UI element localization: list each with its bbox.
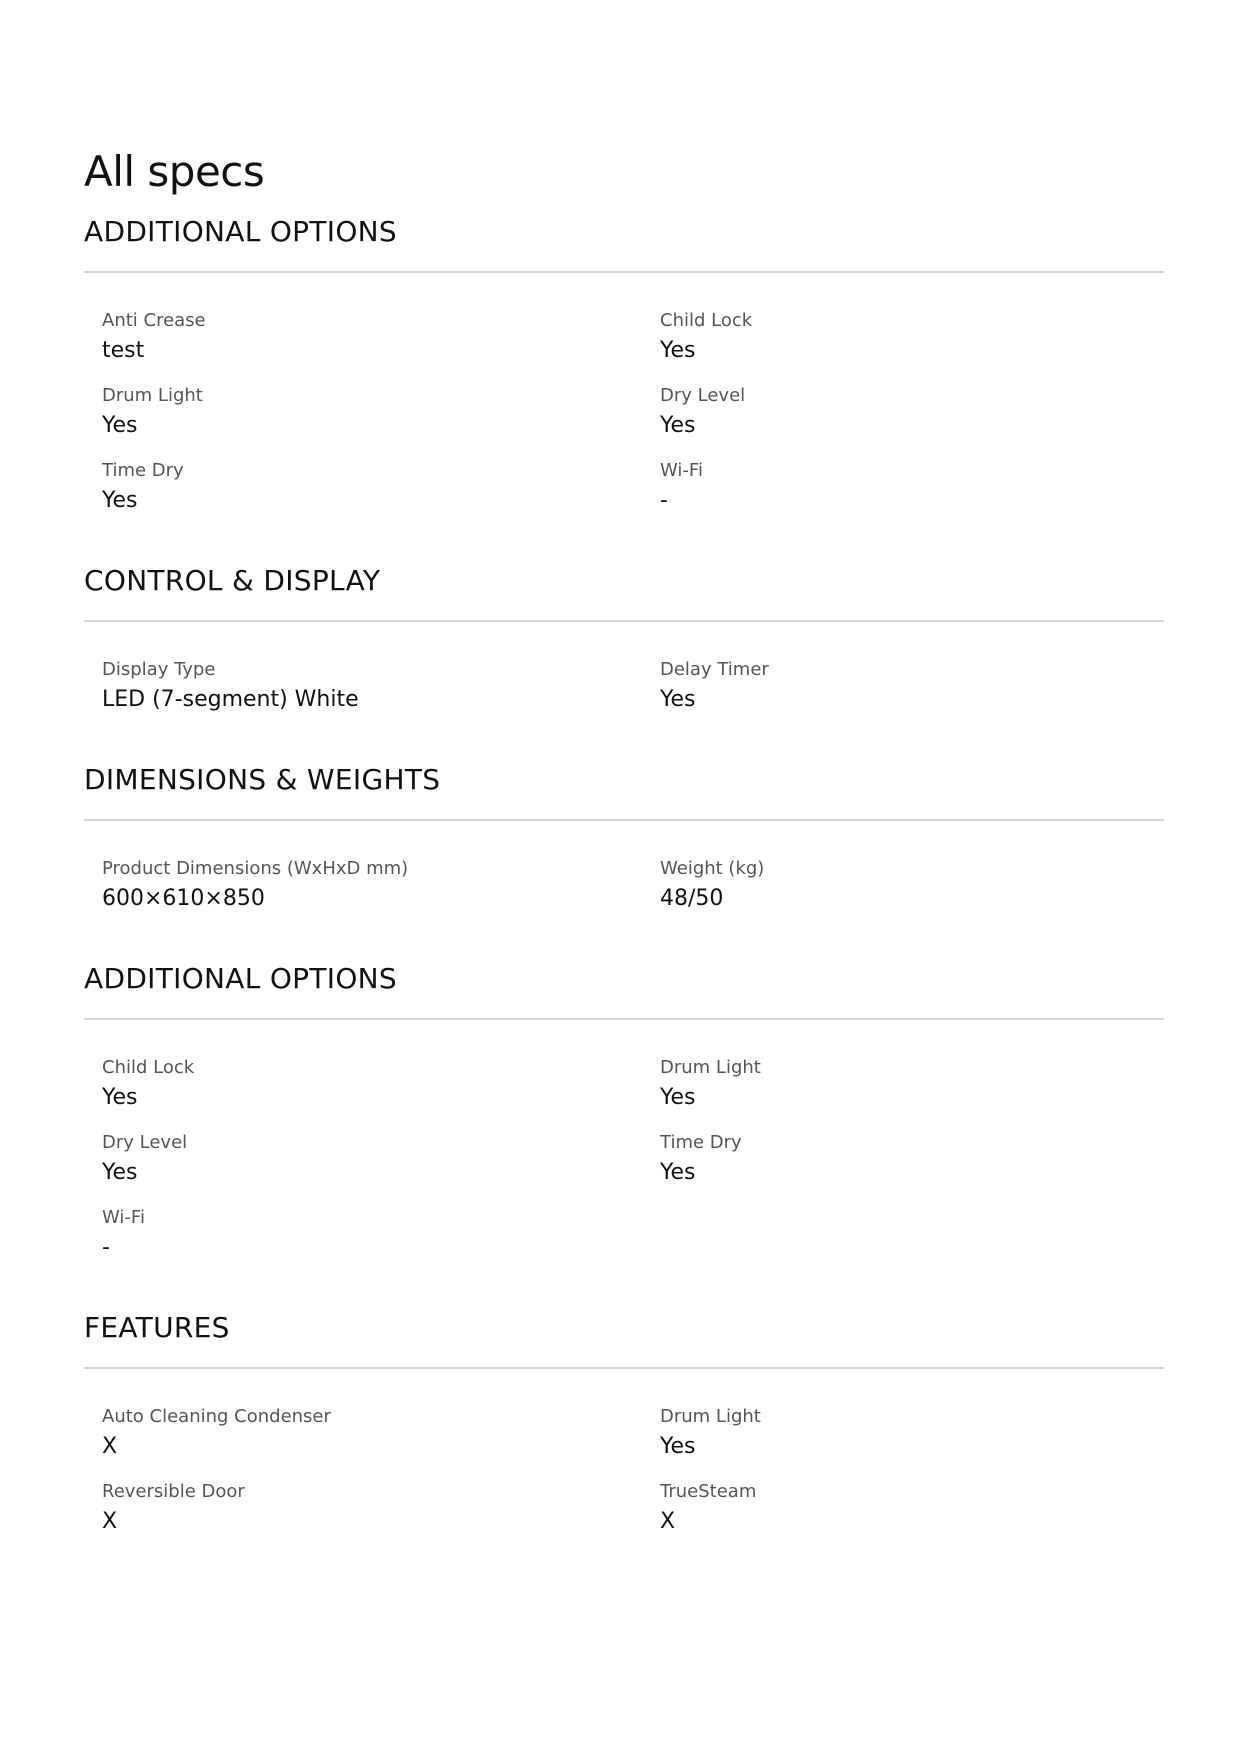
spec-grid	[84, 622, 1164, 716]
spec-label: Dry Level	[660, 385, 746, 406]
spec-item	[660, 1131, 1160, 1189]
spec-value: Yes	[660, 338, 696, 363]
spec-item	[660, 309, 1160, 367]
spec-label: Reversible Door	[102, 1481, 245, 1502]
spec-value: Yes	[102, 413, 138, 438]
spec-value: LED (7-segment) White	[102, 687, 359, 712]
spec-value: Yes	[660, 413, 696, 438]
spec-item	[102, 459, 660, 517]
spec-value: 48/50	[660, 886, 724, 911]
spec-item	[102, 1480, 660, 1538]
spec-sheet	[84, 140, 1164, 1538]
spec-value: Yes	[102, 488, 138, 513]
spec-item	[660, 857, 1160, 915]
spec-label: Anti Crease	[102, 310, 206, 331]
spec-value: Yes	[660, 687, 696, 712]
spec-value: -	[102, 1235, 110, 1260]
spec-label: Drum Light	[660, 1057, 761, 1078]
spec-grid	[84, 1369, 1164, 1538]
spec-label: Delay Timer	[660, 659, 769, 680]
spec-value: Yes	[660, 1160, 696, 1185]
section-title: CONTROL & DISPLAY	[84, 564, 381, 597]
section-title: ADDITIONAL OPTIONS	[84, 962, 397, 995]
spec-value: X	[102, 1509, 118, 1534]
spec-sections	[84, 212, 1164, 1538]
spec-item	[102, 857, 660, 915]
spec-label: Display Type	[102, 659, 216, 680]
spec-section	[84, 561, 1164, 716]
spec-item	[660, 459, 1160, 517]
spec-label: TrueSteam	[660, 1481, 757, 1502]
spec-section	[84, 212, 1164, 517]
spec-item	[102, 1056, 660, 1114]
spec-item	[102, 1206, 660, 1264]
spec-item	[102, 658, 660, 716]
spec-value: X	[102, 1434, 118, 1459]
spec-label: Auto Cleaning Condenser	[102, 1406, 331, 1427]
spec-item	[102, 384, 660, 442]
spec-value: Yes	[102, 1085, 138, 1110]
spec-value: test	[102, 338, 145, 363]
spec-section	[84, 959, 1164, 1264]
spec-label: Drum Light	[660, 1406, 761, 1427]
spec-value: Yes	[660, 1085, 696, 1110]
spec-item	[660, 1480, 1160, 1538]
spec-label: Wi-Fi	[660, 460, 703, 481]
spec-value: -	[660, 488, 668, 513]
spec-item	[102, 1405, 660, 1463]
spec-item	[102, 1131, 660, 1189]
section-title: FEATURES	[84, 1311, 230, 1344]
spec-item	[660, 384, 1160, 442]
spec-grid	[84, 273, 1164, 517]
spec-section	[84, 760, 1164, 915]
spec-value: X	[660, 1509, 676, 1534]
spec-value: Yes	[102, 1160, 138, 1185]
spec-item	[660, 1405, 1160, 1463]
spec-label: Time Dry	[102, 460, 184, 481]
spec-grid	[84, 821, 1164, 915]
section-title: DIMENSIONS & WEIGHTS	[84, 763, 441, 796]
spec-section	[84, 1308, 1164, 1538]
spec-grid	[84, 1020, 1164, 1264]
spec-label: Weight (kg)	[660, 858, 765, 879]
spec-label: Product Dimensions (WxHxD mm)	[102, 858, 409, 879]
spec-label: Child Lock	[660, 310, 753, 331]
section-title: ADDITIONAL OPTIONS	[84, 215, 397, 248]
spec-label: Dry Level	[102, 1132, 188, 1153]
spec-label: Time Dry	[660, 1132, 742, 1153]
spec-label: Drum Light	[102, 385, 203, 406]
spec-label: Wi-Fi	[102, 1207, 145, 1228]
page-title: All specs	[84, 147, 265, 196]
spec-value: Yes	[660, 1434, 696, 1459]
spec-label: Child Lock	[102, 1057, 195, 1078]
spec-item	[660, 658, 1160, 716]
spec-item	[102, 309, 660, 367]
spec-item	[660, 1056, 1160, 1114]
spec-value: 600×610×850	[102, 886, 265, 911]
